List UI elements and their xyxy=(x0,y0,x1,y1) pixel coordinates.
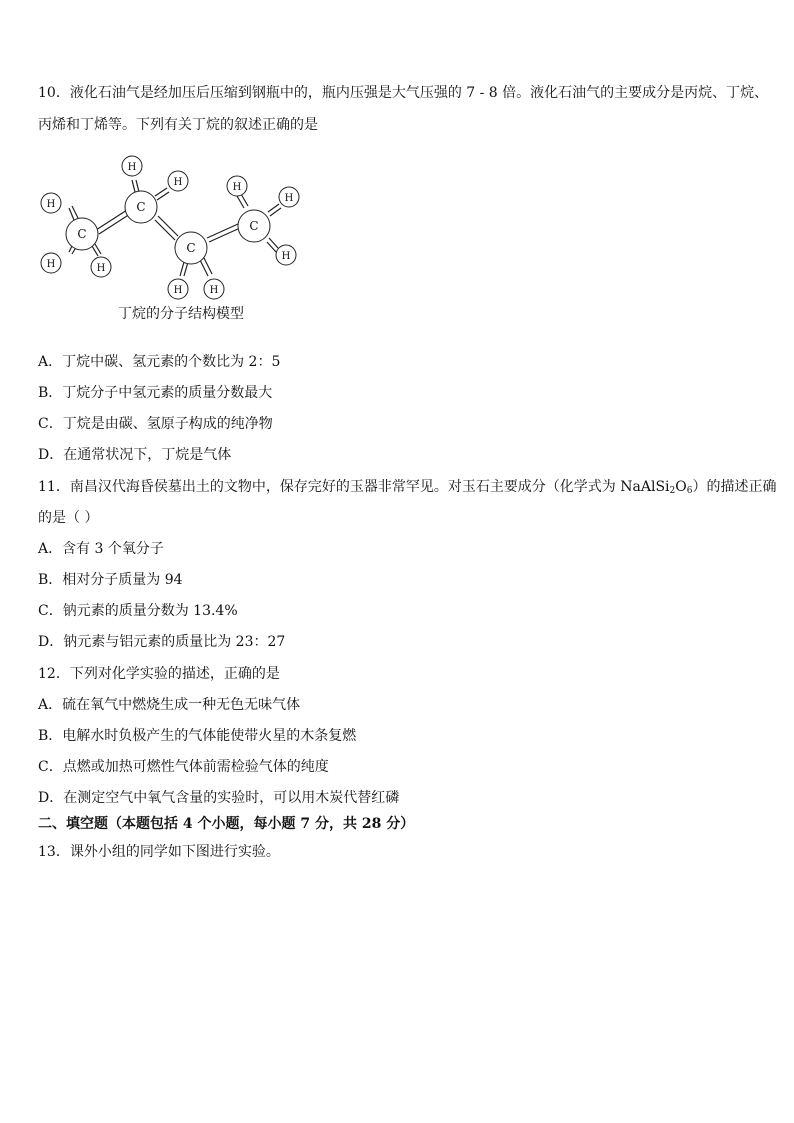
q12-option-d: D．在测定空气中氧气含量的实验时，可以用木炭代替红磷 xyxy=(38,790,400,806)
hydrogen-label: H xyxy=(284,193,294,204)
carbon-label: C xyxy=(249,219,259,233)
q12-option-b: B．电解水时负极产生的气体能使带火星的木条复燃 xyxy=(38,728,357,744)
hydrogen-label: H xyxy=(46,259,56,270)
q10-option-d: D．在通常状况下，丁烷是气体 xyxy=(38,447,232,463)
hydrogen-label: H xyxy=(281,251,291,262)
carbon-label: C xyxy=(136,200,146,214)
q12-option-c: C．点燃或加热可燃性气体前需检验气体的纯度 xyxy=(38,759,329,775)
hydrogen-label: H xyxy=(173,177,183,188)
hydrogen-label: H xyxy=(173,285,183,296)
q10-option-a: A．丁烷中碳、氢元素的个数比为 2：5 xyxy=(38,354,281,370)
q10-option-c: C．丁烷是由碳、氢原子构成的纯净物 xyxy=(38,416,273,432)
hydrogen-label: H xyxy=(127,162,137,173)
q11-option-b: B．相对分子质量为 94 xyxy=(38,572,183,588)
hydrogen-label: H xyxy=(46,199,56,210)
section-heading: 二、填空题（本题包括 4 个小题，每小题 7 分，共 28 分） xyxy=(38,816,415,832)
hydrogen-label: H xyxy=(96,263,106,274)
carbon-label: C xyxy=(77,227,87,241)
figure-caption: 丁烷的分子结构模型 xyxy=(118,306,244,322)
q12-stem: 12．下列对化学实验的描述，正确的是 xyxy=(38,666,280,682)
q12-option-a: A．硫在氧气中燃烧生成一种无色无味气体 xyxy=(38,697,301,713)
q11-stem-line2: 的是（ ） xyxy=(38,510,99,526)
q10-stem-line1: 10．液化石油气是经加压后压缩到钢瓶中的，瓶内压强是大气压强的 7 - 8 倍。液化石油气的主要成分是丙烷、丁烷、 xyxy=(38,85,769,101)
hydrogen-label: H xyxy=(209,285,219,296)
q11-option-d: D．钠元素与铝元素的质量比为 23：27 xyxy=(38,634,286,650)
butane-molecule-figure xyxy=(34,150,314,310)
carbon-label: C xyxy=(186,241,196,255)
q10-option-b: B．丁烷分子中氢元素的质量分数最大 xyxy=(38,385,273,401)
q10-stem-line2: 丙烯和丁烯等。下列有关丁烷的叙述正确的是 xyxy=(38,117,318,133)
q13-stem: 13．课外小组的同学如下图进行实验。 xyxy=(38,844,280,860)
hydrogen-label: H xyxy=(232,182,242,193)
q11-option-a: A．含有 3 个氧分子 xyxy=(38,541,164,557)
q11-stem-line1: 11．南昌汉代海昏侯墓出土的文物中，保存完好的玉器非常罕见。对玉石主要成分（化学式为 $NaAlSi_2O_6$）的描述正确 xyxy=(38,479,777,496)
q11-option-c: C．钠元素的质量分数为 13.4% xyxy=(38,603,238,619)
